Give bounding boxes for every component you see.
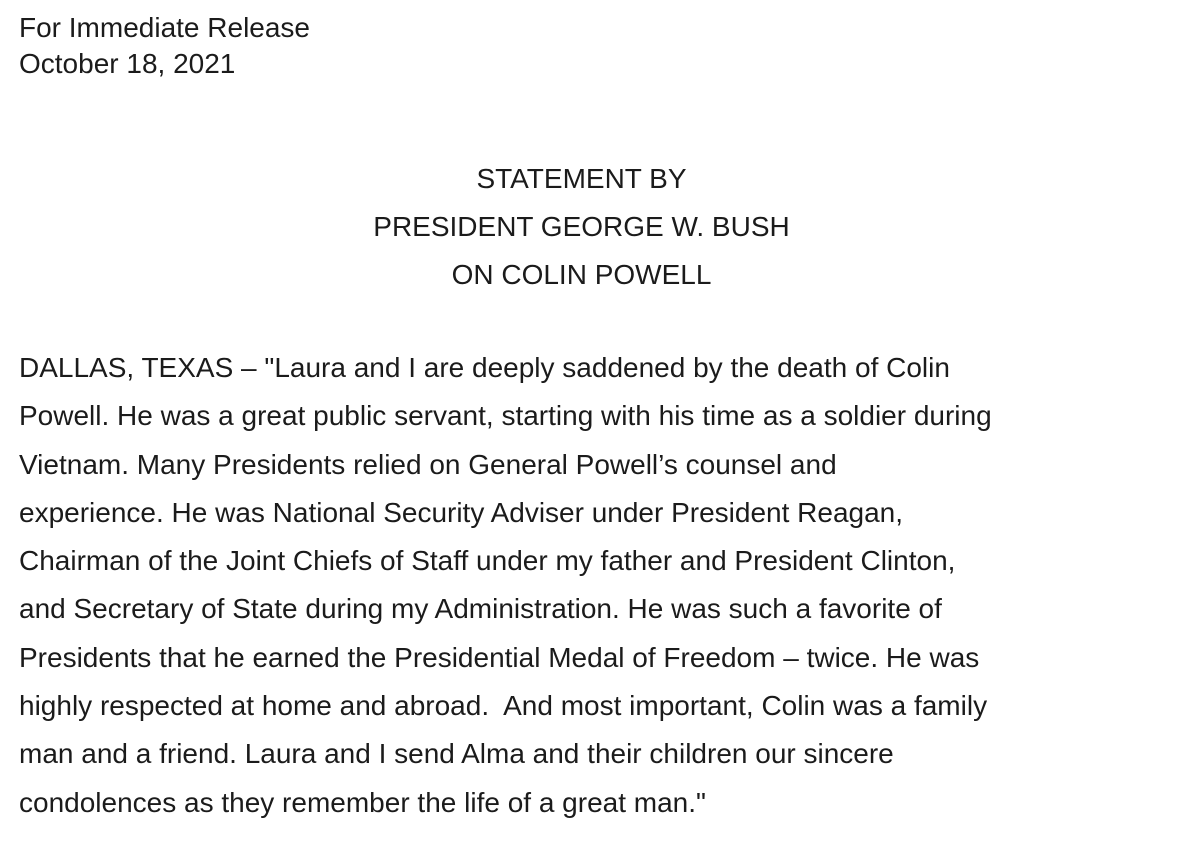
- body-line: condolences as they remember the life of a great man.": [19, 786, 706, 818]
- body-line: highly respected at home and abroad. And most important, Colin was a family: [19, 690, 988, 722]
- body-line: Powell. He was a great public servant, starting with his time as a soldier during: [19, 400, 992, 432]
- body-line: Presidents that he earned the Presidential Medal of Freedom – twice. He was: [19, 641, 980, 673]
- statement-title: [0, 155, 1163, 299]
- body-line: Chairman of the Joint Chiefs of Staff under my father and President Clinton,: [19, 545, 956, 577]
- title-line-3: ON COLIN POWELL: [451, 259, 712, 290]
- release-date: October 18, 2021: [19, 48, 236, 79]
- body-line: man and a friend. Laura and I send Alma and their children our sincere: [19, 738, 894, 770]
- statement-body: [19, 344, 1169, 827]
- body-line: and Secretary of State during my Administration. He was such a favorite of: [19, 593, 942, 625]
- body-line: DALLAS, TEXAS – "Laura and I are deeply saddened by the death of Colin: [19, 352, 950, 383]
- body-line: experience. He was National Security Adviser under President Reagan,: [19, 496, 904, 528]
- release-line: For Immediate Release: [19, 12, 311, 43]
- title-line-2: PRESIDENT GEORGE W. BUSH: [373, 211, 790, 242]
- release-header: [19, 10, 310, 82]
- title-line-1: STATEMENT BY: [476, 163, 687, 194]
- body-line: Vietnam. Many Presidents relied on General Powell’s counsel and: [19, 448, 837, 480]
